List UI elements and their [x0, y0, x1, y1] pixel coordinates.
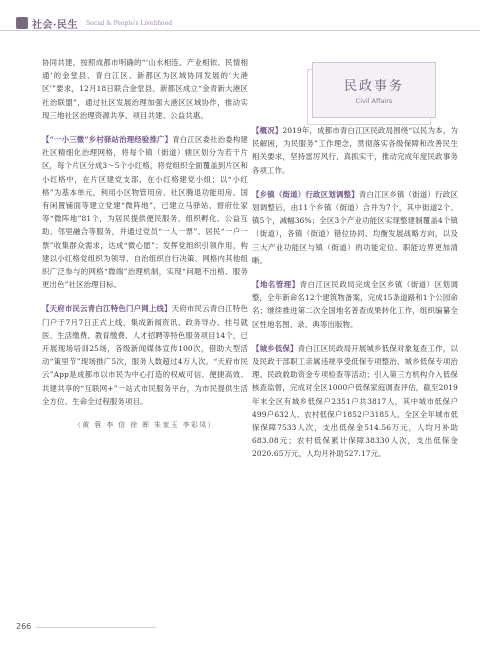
article-block [42, 133, 248, 291]
section-title-en: Civil Affairs [355, 97, 393, 105]
article-text: 2019年，成都市青白江区民政局围绕“以民为本，为民解困，为民服务”工作理念，贯彻落实各级保障和改善民生相关要求，坚持雷厉风行、真抓实干，推动完成年度民政事务各项工作。 [252, 126, 458, 175]
article-text: 青白江区民政局完成全区乡镇（街道）区划调整，全年新命名12个建筑物备案，完成15条道路和1个公园命名；继续推进第二次全国地名普查成果转化工作，组织编纂全区性地名图、录、典等出版物。 [252, 280, 458, 329]
article-paragraph [252, 188, 458, 267]
article-tag: 【城乡低保】 [252, 343, 298, 353]
intro-paragraph: 协同共建，按照成都市明确的“‘山水相连、产业相依、民情相通’的金堂县、青白江区、新都区为区域协同发展的‘大港区’”要求，12月18日联合金堂县、新都区成立“金青新大港区社治联盟”，通过社区发展治理加强大港区区域协作，推动实现三地社区治理资源共享、项目共建、公益共惠。 [42, 58, 248, 120]
article-block [252, 124, 458, 177]
article-paragraph [252, 124, 458, 177]
left-column [42, 56, 248, 429]
article-tag: 【乡镇（街道）行政区划调整】 [252, 189, 359, 199]
article-paragraph [252, 278, 458, 331]
article-block [252, 278, 458, 331]
section-title-zh: 民政事务 [343, 79, 404, 94]
article-tag: 【“一小三微”乡村驿站治理经验推广】 [42, 135, 173, 145]
footer-divider [36, 627, 156, 628]
article-text: 青白江区委社治委构建社区精细化治理网格，将每个镇（街道）辖区划分为若干片区，每个片区分成3～5个小红格，将党组织全面覆盖到片区和小红格中，在片区建党支部，在小红格建党小组；以“小红格”为基本单元，利用小区物管用房、社区腾退功能用房、国有闲置铺面等建立党建“微阵地”，已建立马驿站、督府仕家等“微阵地”81个，为居民提供便民服务、组织孵化、公益互助、邻里融合等服务，并通过党员“一人一票”、居民“一户一票”收集群众需求，达成“微心愿”；发挥党组织引领作用，构建以小红格党组织为领导、自治组织自行决策、网格内其他组织广泛参与的网格“微端”治理机制，实现“问题不出格、服务更出色”社区治理目标。 [42, 135, 248, 290]
header-title: 社会·民生 [32, 19, 78, 31]
article-text: 青白江区民政局开展城乡低保对象复查工作，以及民政干部职工亲属违规享受低保专项整治、城乡低保专项治理、民政救助资金专项检查等活动；引入第三方机构介入低保核查监督，完成对全区1000户低保家庭调查评估，截至2019年末全区有城乡低保户2351户共3817人，其中城市低保户499户632人、农村低保户1852户3185人。全区全年城市低保保障7533人次，支出低保金514.56万元，人均月补助683.08元；农村低保累计保障38330人次，支出低保金2020.65万元，人均月补助527.17元。 [252, 343, 458, 459]
article-paragraph [42, 133, 248, 291]
article-block [42, 302, 248, 408]
header-divider [0, 30, 480, 31]
article-block [252, 342, 458, 461]
article-paragraph [252, 342, 458, 461]
article-tag: 【天府市民云青白江特色门户网上线】 [42, 304, 172, 314]
page-number: 266 [16, 622, 32, 631]
article-tag: 【概况】 [252, 126, 283, 135]
section-logo-icon [16, 17, 28, 29]
article-text: 青白江区乡镇（街道）行政区划调整后，由11个乡镇（街道）合并为7个，其中街道2个、镇5个，减幅36%；全区3个产业功能区实现整建制覆盖4个镇（街道），各镇（街道）错位协同、均衡发展战略方向，以及三大产业功能区与镇（街道）的功能定位、职能边界更加清晰。 [252, 189, 458, 265]
authors-line: （黄 蓉 李 信 徐 晖 朱家玉 李彩凤） [74, 421, 216, 430]
article-paragraph [42, 302, 248, 408]
article-text: 天府市民云青白江特色门户于7月7日正式上线，集成新闻资讯、政务导办、挂号就医、生活缴费、教育缴费、人才招聘等特色服务项目14个，已开展现场培训25场，各级新闻媒体宣传100次，借助大型活动“策里节”现场推广5次，服务人数超过4万人次。“天府市民云”App是成都市以市民为中心打造的权威可信、便捷高效、共建共享的“互联网+”一站式市民服务平台，为市民提供生活全方位、生命全过程服务项目。 [42, 304, 248, 406]
right-column [252, 124, 458, 472]
article-block [252, 188, 458, 267]
section-title-box [312, 62, 436, 118]
header-subtitle: Social & People's Livelihood [85, 19, 173, 27]
article-tag: 【地名管理】 [252, 280, 300, 290]
intro-paragraph-block [42, 56, 248, 122]
